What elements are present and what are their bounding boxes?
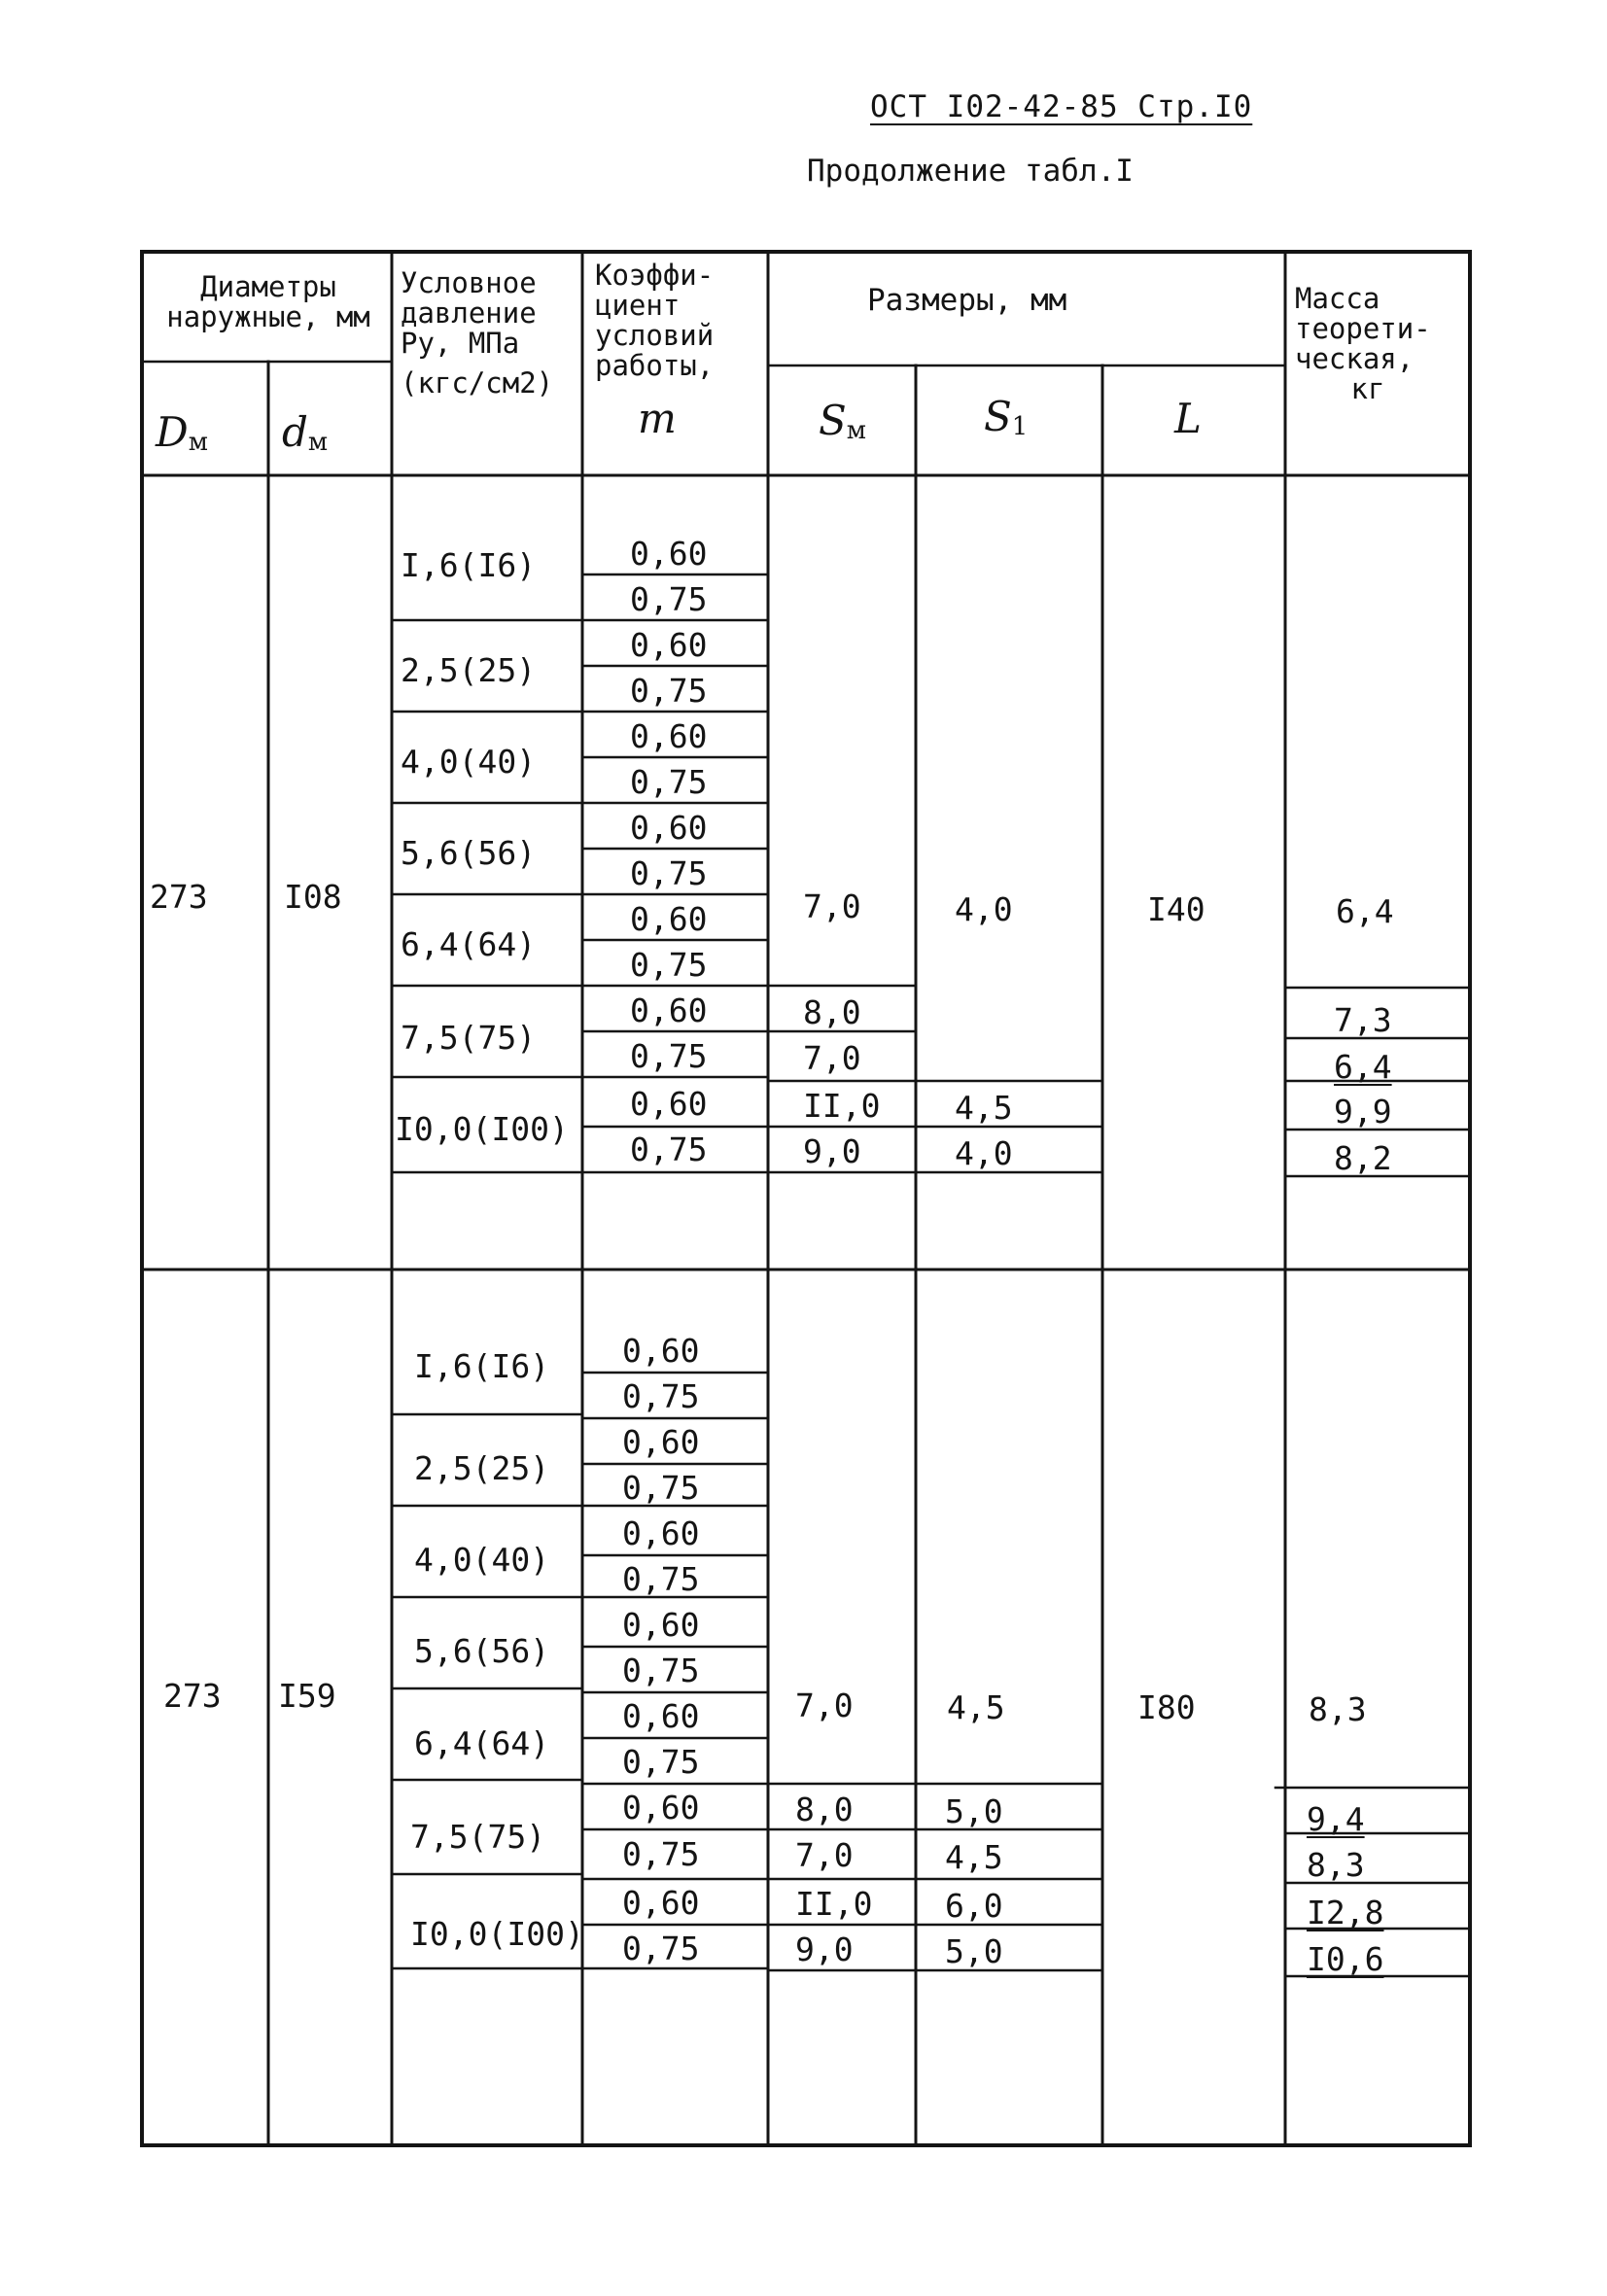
- header-mass: [1295, 284, 1441, 404]
- group-1-pressure-5: 6,4(64): [401, 925, 537, 963]
- group-1-pressure-2: 2,5(25): [401, 651, 537, 689]
- group-2-Sm-100-060: II,0: [795, 1885, 873, 1923]
- group-1-coef-8: 0,75: [630, 854, 708, 892]
- group-2-coef-14: 0,75: [622, 1930, 700, 1967]
- document-code: ОСТ I02-42-85 Стр.I0: [870, 89, 1253, 124]
- header-Sm: [819, 397, 866, 445]
- group-1-Sm-100-060: II,0: [803, 1087, 881, 1125]
- header-mass-line-4: кг: [1350, 372, 1385, 405]
- group-1-coef-2: 0,75: [630, 580, 708, 618]
- group-2-S1: 4,5: [947, 1688, 1005, 1726]
- group-1-coef-5: 0,60: [630, 717, 708, 755]
- header-pressure-line-3: Pу, МПа: [401, 327, 520, 360]
- group-2-coef-12: 0,75: [622, 1835, 700, 1873]
- group-2-S1-100-075: 5,0: [945, 1932, 1003, 1970]
- group-1-L: I40: [1147, 890, 1205, 928]
- group-2-mass-100-075: I0,6: [1307, 1940, 1384, 1978]
- group-2-pressure-4: 5,6(56): [414, 1632, 550, 1670]
- group-1-pressure-6: 7,5(75): [401, 1019, 537, 1057]
- group-2-pressure-3: 4,0(40): [414, 1541, 550, 1579]
- group-2-coef-3: 0,60: [622, 1423, 700, 1461]
- header-outer-diameters: [146, 272, 391, 332]
- group-2-pressure-2: 2,5(25): [414, 1449, 550, 1487]
- group-2-pressure-5: 6,4(64): [414, 1724, 550, 1762]
- group-2-coef-8: 0,75: [622, 1652, 700, 1689]
- group-1-pressure-1: I,6(I6): [401, 546, 537, 584]
- group-1-mass-100-075: 8,2: [1334, 1139, 1392, 1177]
- group-2-coef-5: 0,60: [622, 1514, 700, 1552]
- group-2-D: 273: [163, 1677, 222, 1715]
- header-D-symbol: D: [156, 408, 189, 456]
- header-L: L: [1174, 395, 1202, 442]
- header-coefficient-line-2: циент: [595, 289, 681, 322]
- group-2-S1-75-075: 4,5: [945, 1838, 1003, 1876]
- group-1-Sm-75-060: 8,0: [803, 993, 861, 1031]
- group-2-mass-100-060: I2,8: [1307, 1894, 1384, 1931]
- header-coefficient-line-3: условий: [595, 319, 715, 352]
- header-d-subscript: м: [307, 428, 329, 457]
- group-2-mass-75-060: 9,4: [1307, 1800, 1365, 1838]
- group-1-pressure-7: I0,0(I00): [395, 1110, 569, 1148]
- header-S1-subscript: 1: [1011, 412, 1029, 441]
- header-S1: [984, 393, 1028, 441]
- group-2-Sm-75-060: 8,0: [795, 1791, 854, 1828]
- group-1-coef-14: 0,75: [630, 1131, 708, 1168]
- group-2-coef-1: 0,60: [622, 1332, 700, 1370]
- header-sizes: Размеры, мм: [867, 283, 1067, 318]
- header-d-symbol: d: [282, 408, 308, 456]
- group-2-pressure-6: 7,5(75): [410, 1818, 546, 1856]
- group-1-pressure-4: 5,6(56): [401, 834, 537, 872]
- group-1-mass-75-075: 6,4: [1334, 1048, 1392, 1086]
- group-2-coef-13: 0,60: [622, 1884, 700, 1922]
- header-D-subscript: м: [188, 428, 208, 457]
- group-1-coef-10: 0,75: [630, 946, 708, 984]
- group-1-coef-12: 0,75: [630, 1037, 708, 1075]
- header-mass-line-1: Масса: [1295, 282, 1380, 315]
- group-2-coef-10: 0,75: [622, 1743, 700, 1781]
- group-2-mass: 8,3: [1309, 1690, 1367, 1728]
- group-2-coef-9: 0,60: [622, 1697, 700, 1735]
- group-2-pressure-1: I,6(I6): [414, 1347, 550, 1385]
- header-coefficient-line-4: работы,: [595, 349, 715, 382]
- header-pressure-line-4: (кгс/см2): [401, 366, 554, 400]
- group-2-coef-7: 0,60: [622, 1606, 700, 1644]
- header-Sm-symbol: S: [819, 397, 847, 444]
- header-coefficient-line-1: Коэффи-: [595, 259, 715, 292]
- group-1-coef-1: 0,60: [630, 535, 708, 573]
- group-2-pressure-7: I0,0(I00): [410, 1915, 584, 1953]
- group-2-coef-6: 0,75: [622, 1560, 700, 1598]
- group-1-mass-75-060: 7,3: [1334, 1001, 1392, 1039]
- group-2-S1-100-060: 6,0: [945, 1887, 1003, 1925]
- header-mass-line-3: ческая,: [1295, 342, 1415, 375]
- header-d-inner: [282, 408, 328, 457]
- group-1-pressure-3: 4,0(40): [401, 743, 537, 781]
- group-2-d: I59: [278, 1677, 336, 1715]
- group-2-coef-11: 0,60: [622, 1789, 700, 1826]
- group-1-coef-6: 0,75: [630, 763, 708, 801]
- header-coefficient: [595, 261, 714, 381]
- group-2-Sm-75-075: 7,0: [795, 1836, 854, 1874]
- group-1-Sm: 7,0: [803, 887, 861, 925]
- group-1-mass: 6,4: [1336, 892, 1394, 930]
- group-1-Sm-100-075: 9,0: [803, 1132, 861, 1170]
- header-Sm-subscript: м: [846, 416, 867, 445]
- header-D-outer: [156, 408, 208, 457]
- header-outer-diameters-text: Диаметры наружные, мм: [166, 270, 370, 333]
- group-1-Sm-75-075: 7,0: [803, 1039, 861, 1077]
- group-1-coef-3: 0,60: [630, 626, 708, 664]
- header-coefficient-symbol: m: [638, 395, 677, 442]
- header-pressure: [401, 268, 553, 399]
- group-1-d: I08: [284, 878, 342, 916]
- group-1-coef-4: 0,75: [630, 672, 708, 710]
- group-1-coef-9: 0,60: [630, 900, 708, 938]
- group-2-coef-2: 0,75: [622, 1377, 700, 1415]
- group-1-coef-7: 0,60: [630, 809, 708, 847]
- group-1-S1-100-075: 4,0: [955, 1134, 1013, 1172]
- header-S1-symbol: S: [984, 393, 1012, 440]
- header-pressure-line-2: давление: [401, 296, 537, 330]
- group-1-D: 273: [150, 878, 208, 916]
- header-mass-line-2: теорети-: [1295, 312, 1431, 345]
- group-2-Sm-100-075: 9,0: [795, 1931, 854, 1968]
- table-continuation-caption: Продолжение табл.I: [807, 154, 1134, 189]
- group-2-coef-4: 0,75: [622, 1469, 700, 1507]
- group-1-mass-100-060: 9,9: [1334, 1093, 1392, 1131]
- header-pressure-line-1: Условное: [401, 266, 537, 299]
- group-2-Sm: 7,0: [795, 1687, 854, 1724]
- group-2-L: I80: [1137, 1688, 1196, 1726]
- group-1-S1-100-060: 4,5: [955, 1089, 1013, 1127]
- group-2-S1-75-060: 5,0: [945, 1792, 1003, 1830]
- group-2-mass-75-075: 8,3: [1307, 1846, 1365, 1884]
- group-1-coef-13: 0,60: [630, 1085, 708, 1123]
- group-1-coef-11: 0,60: [630, 991, 708, 1029]
- group-1-S1: 4,0: [955, 890, 1013, 928]
